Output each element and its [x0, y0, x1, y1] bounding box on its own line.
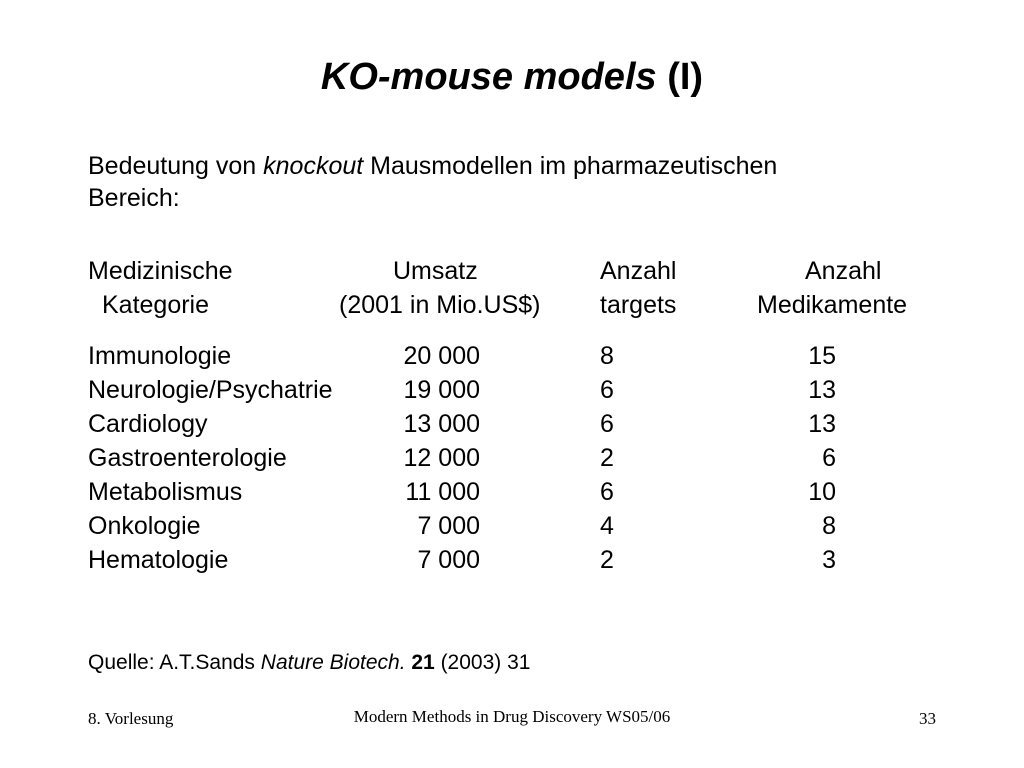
- header-category-line1: Medizinische: [88, 257, 233, 285]
- source-prefix: Quelle: A.T.Sands: [88, 651, 261, 674]
- table-cell-category: Hematologie: [88, 546, 229, 574]
- intro-italic: knockout: [263, 152, 364, 180]
- footer-page-number: 33: [919, 709, 936, 728]
- intro-before: Bedeutung von: [88, 152, 264, 180]
- table-cell-drugs: 6: [822, 444, 836, 472]
- source-volume: 21: [411, 651, 435, 674]
- footer-lecture: 8. Vorlesung: [88, 709, 174, 728]
- table-cell-category: Onkologie: [88, 512, 201, 540]
- table-cell-targets: 4: [600, 512, 614, 540]
- table-cell-targets: 6: [600, 478, 614, 506]
- table-cell-category: Immunologie: [88, 342, 232, 370]
- table-cell-targets: 2: [600, 444, 614, 472]
- table-cell-drugs: 13: [808, 410, 836, 438]
- table-cell-drugs: 13: [808, 376, 836, 404]
- table-cell-drugs: 3: [822, 546, 836, 574]
- table-cell-category: Gastroenterologie: [88, 444, 287, 472]
- table-cell-drugs: 15: [808, 342, 836, 370]
- table-cell-revenue: 13 000: [403, 410, 480, 438]
- header-revenue-line1: Umsatz: [393, 257, 478, 285]
- slide-title-suffix: (I): [656, 56, 704, 98]
- intro-line2: Bereich:: [88, 184, 180, 212]
- source-citation: [88, 648, 530, 678]
- table-cell-targets: 6: [600, 376, 614, 404]
- table-cell-category: Metabolismus: [88, 478, 243, 506]
- table-cell-revenue: 11 000: [405, 478, 480, 506]
- table-cell-revenue: 7 000: [417, 512, 480, 540]
- table-cell-drugs: 10: [808, 478, 836, 506]
- table-cell-revenue: 20 000: [403, 342, 480, 370]
- header-targets-line1: Anzahl: [600, 257, 677, 285]
- table-cell-category: Neurologie/Psychatrie: [88, 376, 333, 404]
- header-category-line2: Kategorie: [102, 291, 210, 319]
- header-drugs-line1: Anzahl: [805, 257, 882, 285]
- table-cell-targets: 8: [600, 342, 614, 370]
- table-cell-category: Cardiology: [88, 410, 208, 438]
- table-cell-targets: 2: [600, 546, 614, 574]
- slide-title-italic: KO-mouse models: [320, 56, 657, 98]
- table-cell-revenue: 7 000: [417, 546, 480, 574]
- header-targets-line2: targets: [600, 291, 677, 319]
- footer-course-title: Modern Methods in Drug Discovery WS05/06: [353, 707, 671, 726]
- table-cell-revenue: 19 000: [403, 376, 480, 404]
- source-rest: (2003) 31: [434, 651, 531, 674]
- table-cell-drugs: 8: [822, 512, 836, 540]
- intro-after: Mausmodellen im pharmazeutischen: [363, 152, 778, 180]
- table-cell-revenue: 12 000: [403, 444, 480, 472]
- source-journal: Nature Biotech.: [260, 651, 406, 674]
- table-cell-targets: 6: [600, 410, 614, 438]
- header-revenue-line2: (2001 in Mio.US$): [339, 291, 541, 319]
- header-drugs-line2: Medikamente: [757, 291, 908, 319]
